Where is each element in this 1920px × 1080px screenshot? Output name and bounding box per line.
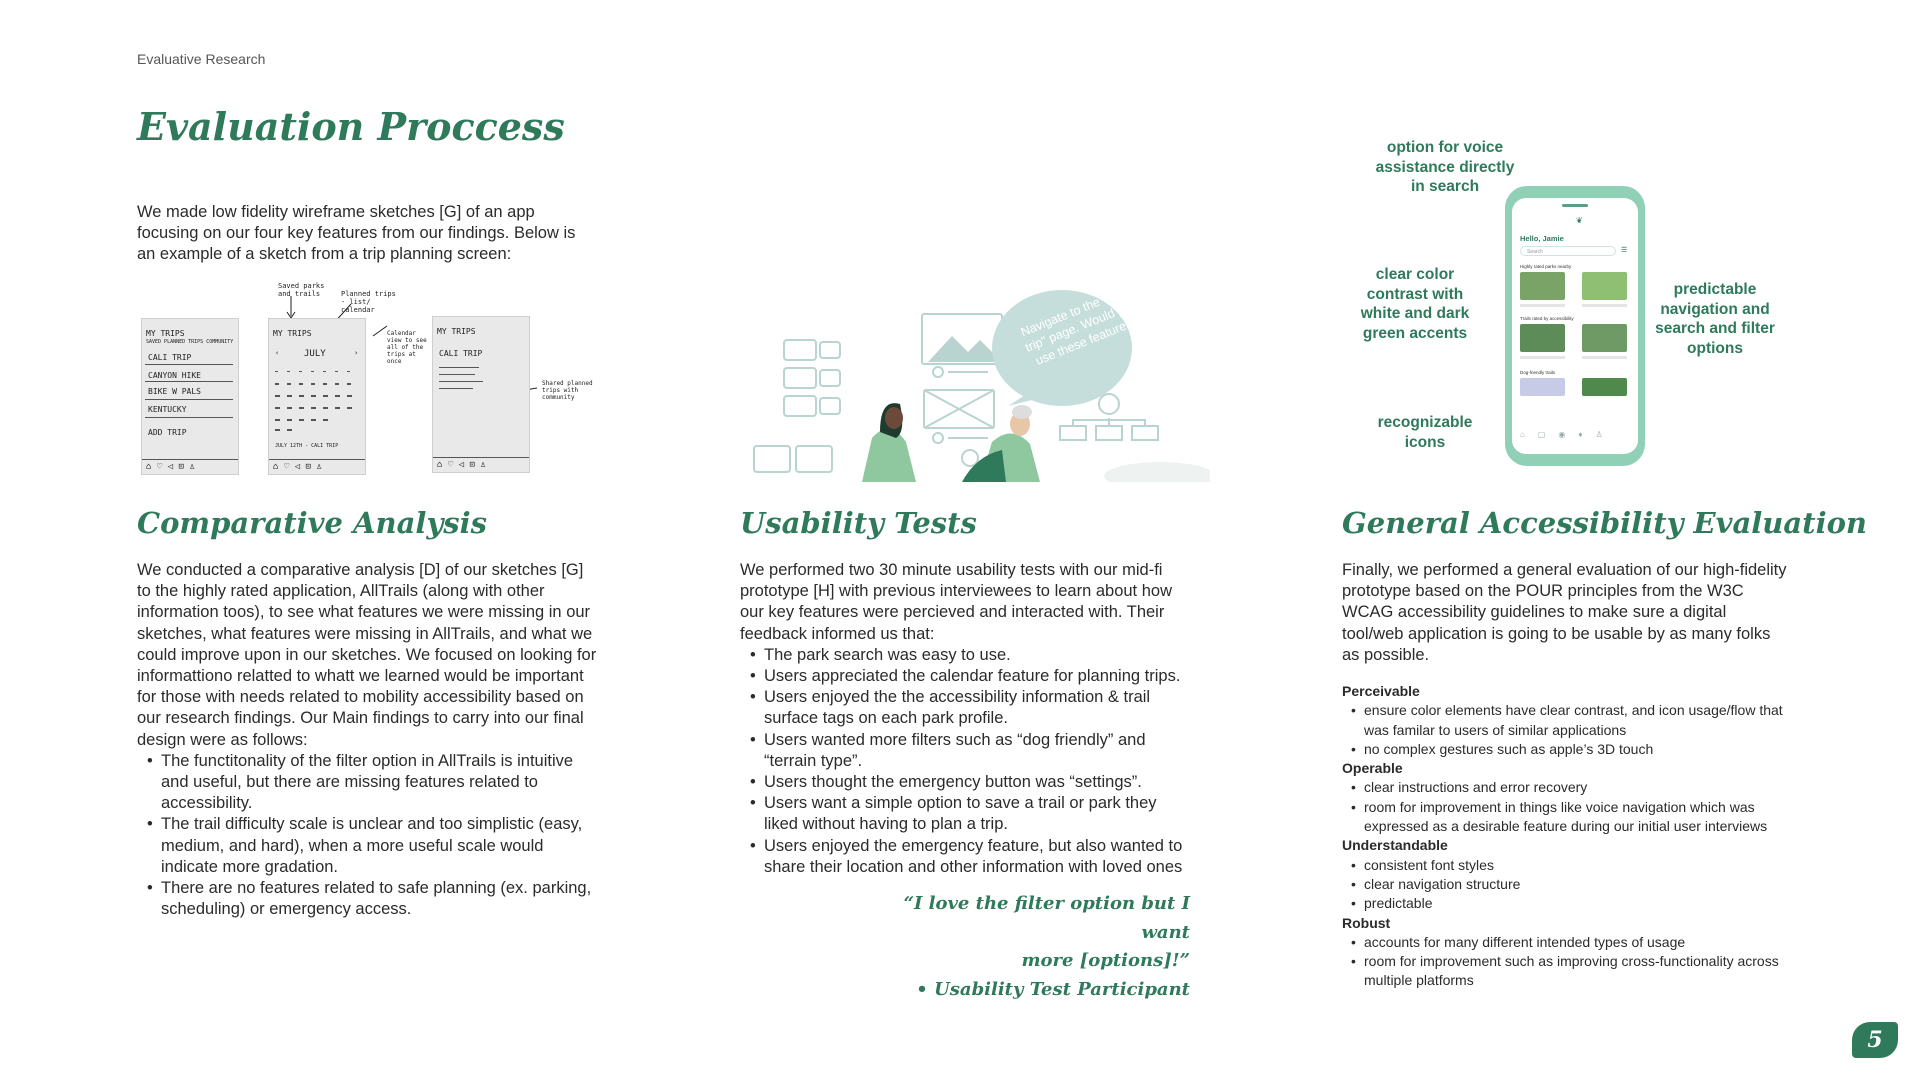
principle-title: Operable [1342,760,1403,777]
comparative-section [137,560,597,920]
list-item: • The park search was easy to use. [764,645,1190,666]
leaf-icon: ❦ [1576,216,1583,225]
dog-trail-card[interactable] [1520,378,1565,396]
principle-title: Robust [1342,914,1391,931]
trail-card[interactable] [1520,324,1565,352]
usability-findings [740,645,1190,878]
usability-illustration [740,272,1210,482]
speech-bubble-text: Navigate to the "plan trip" page. Would you use these features? [1018,283,1141,368]
sketch-header: MY TRIPS [146,329,185,338]
sketch-item: BIKE W PALS [148,387,201,396]
comparative-body: We conducted a comparative analysis [D] of our sketches [G] to the highly rated application, AllTrails (along with other information toos), to see what features we were missing in our sketches, what features were missing in AllTrails, and what we could improve upon in our sketches. We focused on looking for informattiono relatted to whatt we learned would be important for those with needs related to mobility accessibility based on our research findings. Our Main findings to carry into our final design were as follows: [137,561,597,749]
running-head: Evaluative Research [137,51,266,67]
list-item: • accounts for many different intended types of usage [1364,933,1797,952]
usability-heading: Usability Tests [740,506,977,540]
calendar-month: JULY [304,349,326,359]
list-item: • clear navigation structure [1364,875,1797,894]
nav-icons: ⌂ ♡ ◁ ⊡ ♙ [273,462,322,472]
sketch-item: CALI TRIP [439,349,483,358]
park-card[interactable] [1582,272,1627,300]
accessibility-body: Finally, we performed a general evaluation of our high-fidelity prototype based on the POUR principles from the W3C WCAG accessibility guidelines to make sure a digital tool/web application is going to be usable by as many folks as possible. [1342,561,1787,664]
list-item: • room for improvement in things like voice navigation which was expressed as a desirable feature during our initial user interviews [1364,798,1797,837]
list-item: • consistent font styles [1364,856,1797,875]
sketch-annotation: Planned trips - list/ calendar [341,290,396,314]
phone-greeting: Hello, Jamie [1520,234,1564,243]
list-item: • ensure color elements have clear contrast, and icon usage/flow that was familar to users of similar applications [1364,701,1797,740]
callout-navigation: predictable navigation and search and filter options [1655,281,1775,357]
sketch-annotation: Shared planned trips with community [542,380,593,401]
list-item: • no complex gestures such as apple’s 3D touch [1364,740,1797,759]
list-item: • clear instructions and error recovery [1364,778,1797,797]
sketch-trips-list [141,318,239,475]
usability-body: We performed two 30 minute usability tests with our mid-fi prototype [H] with previous interviewees to learn about how our key features were percieved and interacted with. Their feedback informed us that: [740,561,1172,643]
sketch-calendar: MY TRIPS ‹ JULY › JULY 12TH - CALI TRIP ⌂ ♡ ◁ ⊡ ♙ [268,318,366,475]
sketch-annotation: Saved parks and trails [278,282,325,298]
phone-search-input[interactable]: Search [1520,246,1616,256]
trail-card[interactable] [1582,324,1627,352]
list-item: • Users wanted more filters such as “dog friendly” and “terrain type”. [764,730,1190,772]
sketch-item: ADD TRIP [148,428,187,437]
quote-line: more [options]!” [1021,950,1190,971]
principle-title: Understandable [1342,837,1448,854]
sketch-item: CANYON HIKE [148,371,201,380]
page-number: 5 [1852,1022,1898,1058]
dog-trail-card[interactable] [1582,378,1627,396]
list-item: • Users enjoyed the the accessibility information & trail surface tags on each park profile. [764,687,1190,729]
principle-title: Perceivable [1342,683,1420,699]
sketch-item: CALI TRIP [148,353,192,362]
filter-icon[interactable]: ☰ [1621,247,1628,254]
list-item: • Users want a simple option to save a trail or park they liked without having to plan a trip. [764,793,1190,835]
comparative-findings [137,751,597,921]
list-item: • room for improvement such as improving cross-functionality across multiple platforms [1364,952,1797,991]
sketch-trip-detail [432,316,530,473]
phone-section-title: Dog-friendly trails [1520,370,1556,375]
list-item: • Users appreciated the calendar feature for planning trips. [764,666,1190,687]
page-title: Evaluation Proccess [137,104,565,149]
park-card[interactable] [1520,272,1565,300]
phone-section-title: Trails rated by accessibility [1520,316,1574,321]
nav-icons: ⌂ ♡ ◁ ⊡ ♙ [146,462,195,472]
list-item: • Users thought the emergency button was “settings”. [764,772,1190,793]
phone-section-title: Highly rated parks nearby [1520,264,1572,269]
sketch-annotation: Calendar view to see all of the trips at once [387,330,427,365]
quote-attribution: • Usability Test Participant [916,978,1190,1000]
list-item: • There are no features related to safe planning (ex. parking, scheduling) or emergency access. [161,878,597,920]
phone-nav-icons[interactable]: ⌂▢◉♦♙ [1520,430,1616,439]
list-item: • The functitonality of the filter option in AllTrails is intuitive and useful, but there are missing features related to accessibility. [161,751,597,815]
participant-quote [860,890,1190,1004]
list-item: • predictable [1364,894,1797,913]
callout-voice: option for voice assistance directly in search [1375,139,1515,195]
sketch-header: MY TRIPS [437,327,476,336]
usability-section [740,560,1190,878]
callout-icons: recognizable icons [1377,414,1473,451]
list-item: • The trail difficulty scale is unclear and too simplistic (easy, medium, and hard), when a more useful scale would indicate more gradation. [161,814,597,878]
calendar-footer: JULY 12TH - CALI TRIP [275,443,339,449]
quote-line: “I love the filter option but I want [903,893,1190,943]
sketch-item: KENTUCKY [148,405,187,414]
list-item: • Users enjoyed the emergency feature, but also wanted to share their location and other information with loved ones [764,836,1190,878]
nav-icons: ⌂ ♡ ◁ ⊡ ♙ [437,460,486,470]
sketch-tabs: SAVED PLANNED TRIPS COMMUNITY [146,339,234,345]
pour-principles [1342,682,1797,991]
phone-screen [1512,198,1638,454]
wireframe-sketches [137,280,607,480]
calendar-grid [275,369,359,439]
callout-contrast: clear color contrast with white and dark green accents [1360,266,1470,342]
sketch-header: MY TRIPS [273,329,312,338]
phone-mockup [1505,186,1645,466]
intro-paragraph: We made low fidelity wireframe sketches [G] of an app focusing on our four key features from our findings. Below is an example of a sketch from a trip planning screen: [137,203,576,264]
accessibility-heading: General Accessibility Evaluation [1342,506,1868,540]
comparative-heading: Comparative Analysis [137,506,487,540]
